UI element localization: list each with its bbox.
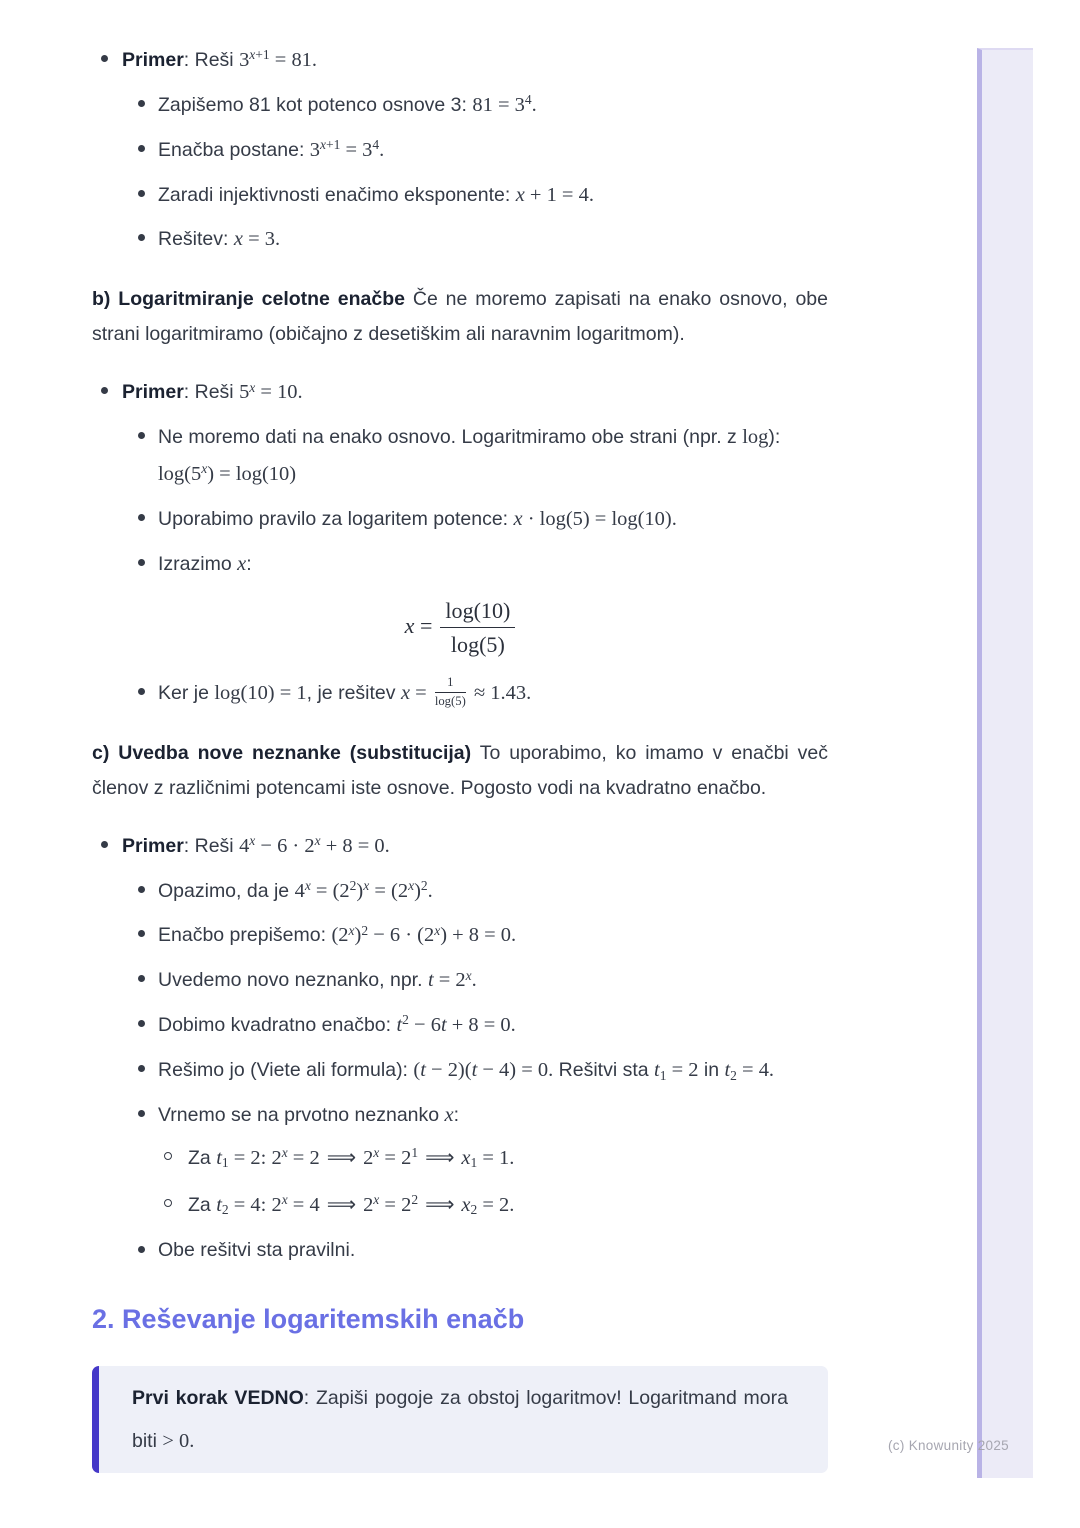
list-item: Ker je log(10) = 1, je rešitev x = $\frac{1}{\log(5)}$ ≈ 1.43.	[92, 675, 828, 712]
content-column	[92, 42, 828, 1473]
list-item: Rešitev: x = 3.	[92, 221, 828, 258]
list-item-example-b-title: Primer: Reši $5^x = 10$.	[92, 374, 828, 411]
list-item: Dobimo kvadratno enačbo: $t^2 - 6t + 8 = 0$.	[92, 1007, 828, 1044]
list-item: Ne moremo dati na enako osnovo. Logaritmiramo obe strani (npr. z log): $\log(5^x) = \log(10)$	[92, 419, 828, 493]
list-item-text: Vrnemo se na prvotno neznanko x:	[158, 1103, 460, 1126]
list-item-case-1: Za $t_1 = 2$: $2^x = 2$ ⟹ $2^x = 2^1$ ⟹ $x_1 = 1$.	[158, 1140, 828, 1177]
list-item: Enačbo prepišemo: $(2^x)^2 - 6 \cdot (2^x) + 8 = 0$.	[92, 917, 828, 954]
list-item: Rešimo jo (Viete ali formula): (t − 2)(t − 4) = 0. Rešitvi sta $t_1 = 2$ in $t_2 = 4$.	[92, 1052, 828, 1089]
list-item-example-a-title: Primer: Reši $3^{x+1} = 81$.	[92, 42, 828, 79]
list-item: Uvedemo novo neznanko, npr. $t = 2^x$.	[92, 962, 828, 999]
copyright-watermark: (c) Knowunity 2025	[888, 1438, 1009, 1453]
fraction-numerator: log(10)	[440, 597, 515, 629]
example-b-list	[92, 374, 828, 582]
list-item-closing: Obe rešitvi sta pravilni.	[92, 1233, 828, 1268]
list-item: Enačba postane: $3^{x+1} = 3^4$.	[92, 132, 828, 169]
section-b-paragraph: b) Logaritmiranje celotne enačbe Če ne moremo zapisati na enako osnovo, obe strani logaritmiramo (običajno z desetiškim ali naravnim logaritmom).	[92, 288, 828, 346]
sidebar-highlight-bar	[977, 48, 1033, 1478]
formula-lhs: x =	[404, 613, 433, 639]
list-item	[92, 1097, 828, 1224]
list-item: Zaradi injektivnosti enačimo eksponente: x + 1 = 4.	[92, 177, 828, 214]
section-heading: 2. Reševanje logaritemskih enačb	[92, 1304, 525, 1335]
list-item: Izrazimo x:	[92, 546, 828, 583]
example-a-list	[92, 42, 828, 258]
fraction	[440, 597, 515, 659]
list-item: Opazimo, da je $4^x = (2^2)^x = (2^x)^2$.	[92, 873, 828, 910]
list-item-example-c-title: Primer: Reši $4^x - 6 \cdot 2^x + 8 = 0$.	[92, 828, 828, 865]
example-b-conclusion-list	[92, 675, 828, 712]
callout-box	[92, 1366, 828, 1474]
list-item: Uporabimo pravilo za logaritem potence: x · log(5) = log(10).	[92, 501, 828, 538]
substitution-cases-list	[158, 1140, 828, 1224]
example-c-list	[92, 828, 828, 1269]
callout-text: Prvi korak VEDNO: Zapiši pogoje za obstoj logaritmov! Logaritmand mora biti > 0.	[132, 1386, 788, 1453]
list-item: Zapišemo 81 kot potenco osnove 3: $81 = 3^4$.	[92, 87, 828, 124]
display-formula	[92, 597, 828, 659]
fraction-denominator: log(5)	[450, 632, 505, 658]
section-c-paragraph: c) Uvedba nove neznanke (substitucija) To uporabimo, ko imamo v enačbi več členov z različnimi potencami iste osnove. Pogosto vodi na kvadratno enačbo.	[92, 741, 829, 799]
list-item-case-2: Za $t_2 = 4$: $2^x = 4$ ⟹ $2^x = 2^2$ ⟹ $x_2 = 2$.	[158, 1187, 828, 1224]
